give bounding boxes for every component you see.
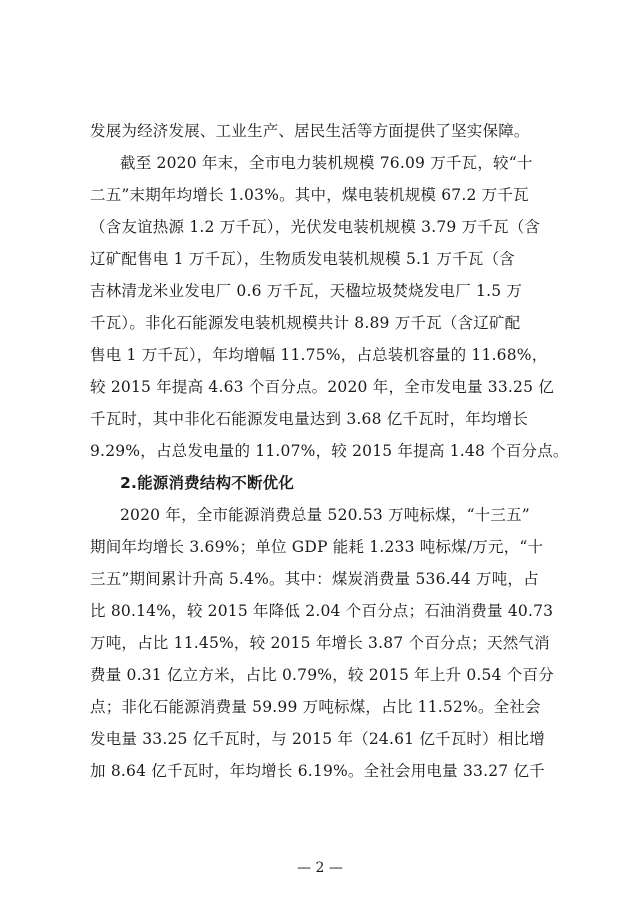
paragraph-line: 9.29%，占总发电量的 11.07%，较 2015 年提高 1.48 个百分点。 xyxy=(90,442,569,460)
paragraph-line: 截至 2020 年末，全市电力装机规模 76.09 万千瓦，较“十 xyxy=(120,154,533,172)
section-heading: 2.能源消费结构不断优化 xyxy=(120,474,295,492)
paragraph-line: 点；非化石能源消费量 59.99 万吨标煤，占比 11.52%。全社会 xyxy=(90,698,541,716)
paragraph-line: 万吨，占比 11.45%，较 2015 年增长 3.87 个百分点；天然气消 xyxy=(90,634,550,652)
page-number: — 2 — xyxy=(297,860,343,876)
paragraph-line: 二五”末期年均增长 1.03%。其中，煤电装机规模 67.2 万千瓦 xyxy=(90,186,529,204)
paragraph-line: 吉林清龙米业发电厂 0.6 万千瓦，天楹垃圾焚烧发电厂 1.5 万 xyxy=(90,282,523,300)
paragraph-line: 费量 0.31 亿立方米，占比 0.79%，较 2015 年上升 0.54 个百分 xyxy=(90,666,554,684)
paragraph-line: 千瓦时，其中非化石能源发电量达到 3.68 亿千瓦时，年均增长 xyxy=(90,410,529,428)
paragraph-line: 三五”期间累计升高 5.4%。其中：煤炭消费量 536.44 万吨，占 xyxy=(90,570,539,588)
paragraph-line: 辽矿配售电 1 万千瓦），生物质发电装机规模 5.1 万千瓦（含 xyxy=(90,250,515,268)
paragraph-line: 售电 1 万千瓦），年均增幅 11.75%，占总装机容量的 11.68%， xyxy=(90,346,548,364)
paragraph-line: 期间年均增长 3.69%；单位 GDP 能耗 1.233 吨标煤/万元，“十 xyxy=(90,538,544,556)
paragraph-line: 发展为经济发展、工业生产、居民生活等方面提供了坚实保障。 xyxy=(90,122,530,140)
paragraph-line: 加 8.64 亿千瓦时，年均增长 6.19%。全社会用电量 33.27 亿千 xyxy=(90,762,545,780)
paragraph-line: 比 80.14%，较 2015 年降低 2.04 个百分点；石油消费量 40.73 xyxy=(90,602,554,620)
paragraph-line: 千瓦）。非化石能源发电装机规模共计 8.89 万千瓦（含辽矿配 xyxy=(90,314,521,332)
paragraph-line: 2020 年，全市能源消费总量 520.53 万吨标煤，“十三五” xyxy=(120,506,530,524)
paragraph-line: 较 2015 年提高 4.63 个百分点。2020 年，全市发电量 33.25 亿 xyxy=(90,378,554,396)
paragraph-line: 发电量 33.25 亿千瓦时，与 2015 年（24.61 亿千瓦时）相比增 xyxy=(90,730,545,748)
paragraph-line: （含友谊热源 1.2 万千瓦），光伏发电装机规模 3.79 万千瓦（含 xyxy=(90,218,541,236)
